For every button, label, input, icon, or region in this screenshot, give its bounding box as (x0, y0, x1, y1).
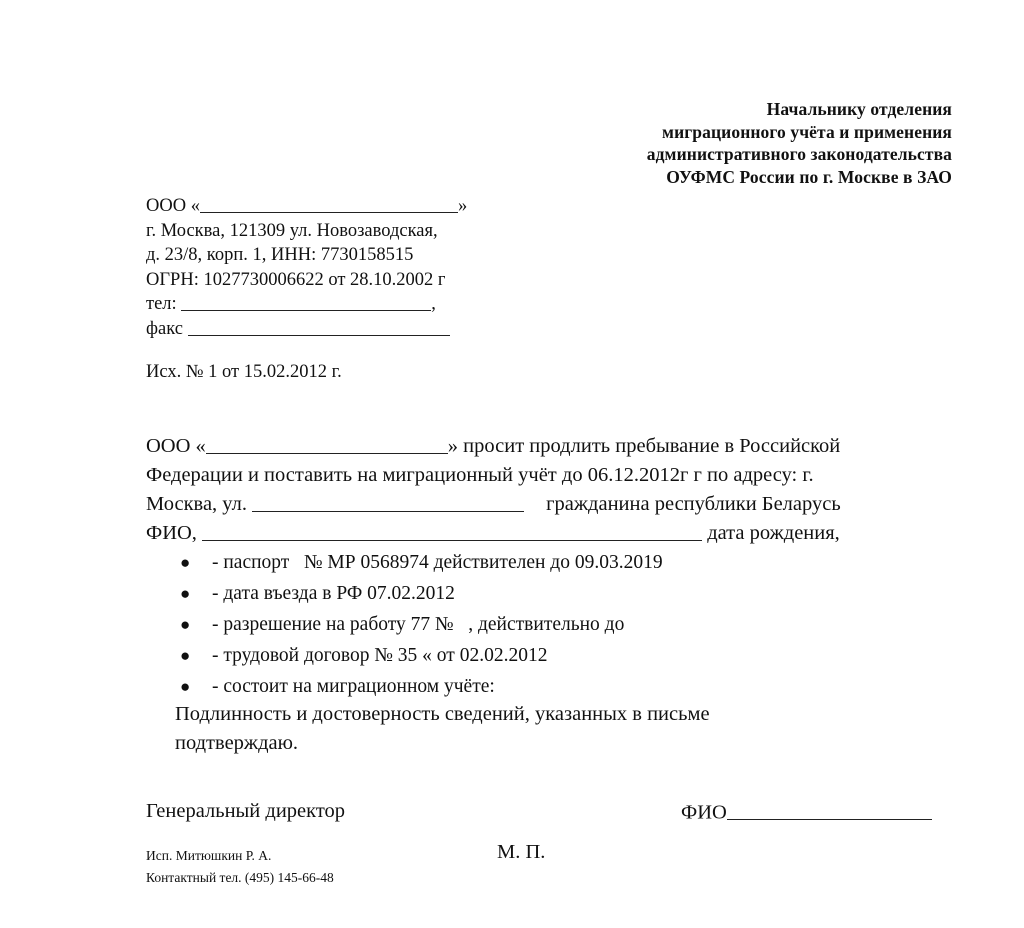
body-fio-prefix: ФИО, (146, 522, 197, 544)
body-block (146, 432, 948, 548)
bullet-dot-icon: ● (180, 615, 191, 634)
sender-fax-label: факс (146, 318, 183, 339)
signatory-title: Генеральный директор (146, 800, 346, 822)
contact-phone: Контактный тел. (495) 145-66-48 (146, 870, 334, 885)
list-item (146, 578, 946, 609)
list-item (146, 640, 946, 671)
addressee-line-1: Начальнику отделения (766, 99, 952, 119)
addressee-line-3: административного законодательства (646, 144, 952, 164)
list-item-label: - разрешение на работу 77 № , действительно до (212, 614, 625, 635)
sender-phone-blank-field[interactable] (181, 293, 431, 312)
body-line-4-suffix: дата рождения, (707, 522, 840, 544)
addressee-block (560, 98, 952, 188)
sender-phone-row (146, 292, 467, 317)
body-line-1-suffix: » просит продлить пребывание в Российской (447, 435, 841, 457)
footer-block (146, 845, 334, 889)
list-item-label: - дата въезда в РФ 07.02.2012 (212, 583, 455, 604)
outgoing-reference: Исх. № 1 от 15.02.2012 г. (146, 362, 342, 382)
addressee-line-4: ОУФМС России по г. Москве в ЗАО (666, 166, 952, 187)
executor-name: Исп. Митюшкин Р. А. (146, 848, 272, 863)
stamp-placeholder: М. П. (497, 841, 546, 863)
sender-address-line-2: д. 23/8, корп. 1, ИНН: 7730158515 (146, 245, 414, 266)
sender-letterhead-block (146, 194, 467, 342)
bullet-dot-icon: ● (180, 677, 191, 696)
body-org-blank-field[interactable] (206, 434, 448, 454)
body-line-2: Федерации и поставить на миграционный учёт до 06.12.2012г г по адресу: г. (146, 464, 814, 486)
signature-fio-label: ФИО (681, 801, 727, 824)
body-org-prefix: ООО « (146, 435, 206, 457)
sender-phone-suffix: , (431, 294, 436, 315)
details-bullet-list (146, 547, 946, 702)
body-line-3 (146, 490, 948, 519)
bullet-dot-icon: ● (180, 646, 191, 665)
body-line-4 (146, 519, 948, 548)
list-item (146, 547, 946, 578)
sender-fax-row (146, 317, 467, 342)
closing-line-2: подтверждаю. (175, 732, 299, 754)
list-item-label: - трудовой договор № 35 « от 02.02.2012 (212, 645, 548, 666)
list-item-label: - состоит на миграционном учёте: (212, 676, 495, 697)
body-line-3-suffix: гражданина республики Беларусь (546, 493, 841, 515)
sender-address-line-3: ОГРН: 1027730006622 от 28.10.2002 г (146, 269, 446, 290)
body-street-prefix: Москва, ул. (146, 493, 247, 515)
body-fio-blank-field[interactable] (202, 521, 702, 541)
signature-fio-row (681, 800, 932, 824)
body-street-blank-field[interactable] (252, 492, 524, 512)
list-item-label: - паспорт № МР 0568974 действителен до 09.03.2019 (212, 552, 663, 573)
bullet-dot-icon: ● (180, 553, 191, 572)
list-item (146, 609, 946, 640)
closing-line-1: Подлинность и достоверность сведений, указанных в письме (175, 703, 710, 725)
bullet-dot-icon: ● (180, 584, 191, 603)
sender-org-blank-field[interactable] (200, 194, 458, 213)
signature-blank-field[interactable] (727, 800, 932, 820)
body-line-1 (146, 432, 948, 461)
sender-fax-blank-field[interactable] (188, 317, 450, 336)
sender-address-line-1: г. Москва, 121309 ул. Новозаводская, (146, 220, 438, 241)
sender-org-row (146, 194, 467, 219)
addressee-line-2: миграционного учёта и применения (662, 121, 952, 142)
closing-statement (175, 700, 935, 758)
list-item (146, 671, 946, 702)
sender-phone-label: тел: (146, 294, 177, 315)
sender-org-suffix: » (457, 196, 468, 216)
sender-org-prefix: ООО « (146, 196, 200, 216)
